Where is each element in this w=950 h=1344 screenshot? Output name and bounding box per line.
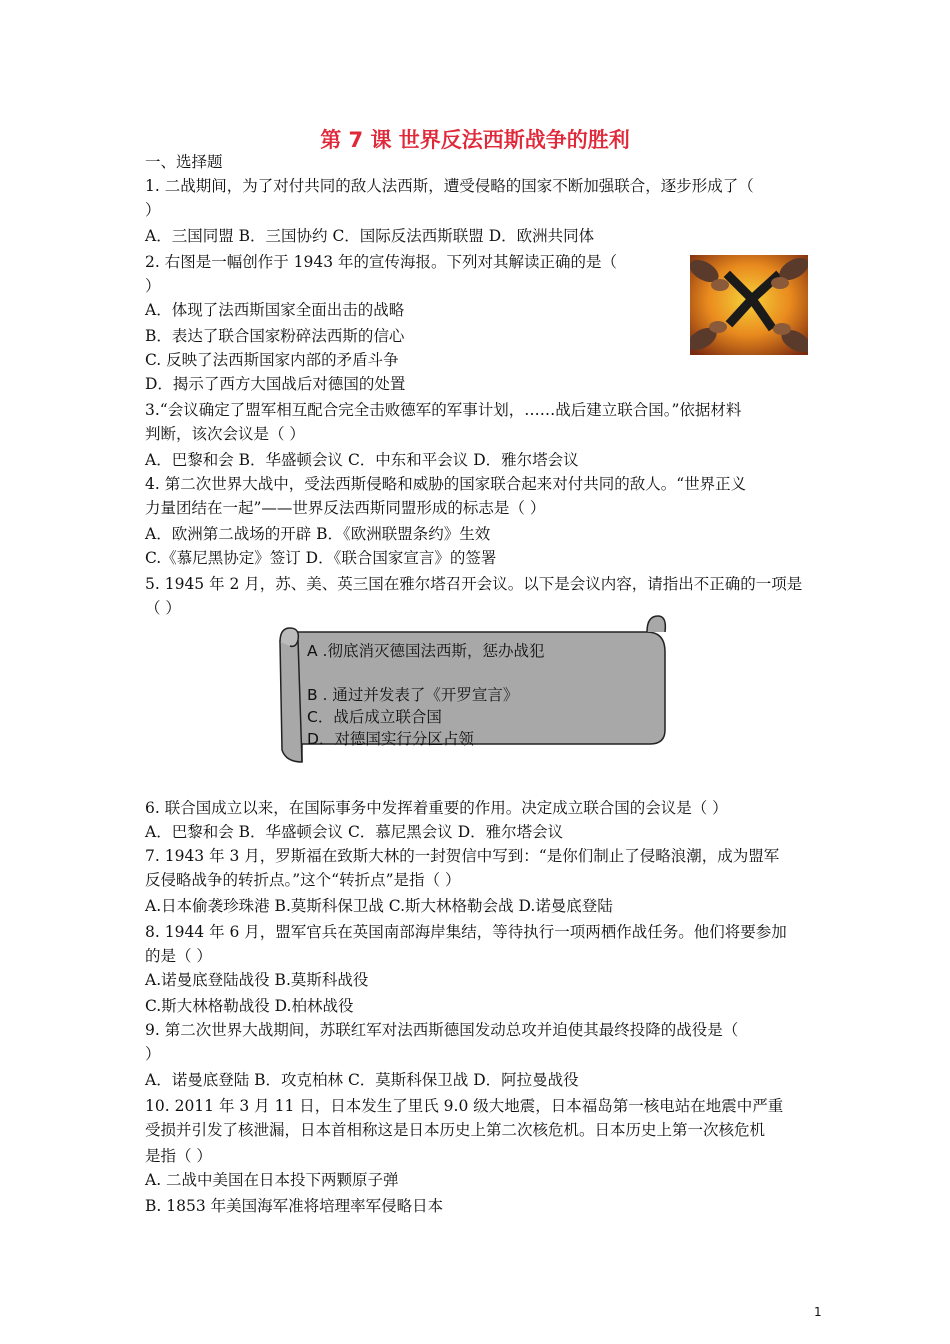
text-line: 9. 第二次世界大战期间，苏联红军对法西斯德国发动总攻并迫使其最终投降的战役是（: [145, 1021, 739, 1039]
text-line: 1. 二战期间，为了对付共同的敌人法西斯，遭受侵略的国家不断加强联合，逐步形成了（: [145, 177, 754, 195]
text-line: D．揭示了西方大国战后对德国的处置: [145, 375, 406, 393]
scroll-option: A .彻底消灭德国法西斯，惩办战犯: [307, 642, 545, 660]
text-line: ）: [145, 201, 161, 219]
propaganda-poster-image: [690, 255, 808, 355]
text-line: 10. 2011 年 3 月 11 日，日本发生了里氏 9.0 级大地震，日本福岛第一核电站在地震中严重: [145, 1097, 784, 1115]
text-line: ）: [145, 277, 161, 295]
text-line: A．巴黎和会 B．华盛顿会议 C．中东和平会议 D．雅尔塔会议: [145, 451, 579, 469]
lesson-title: 第 7 课 世界反法西斯战争的胜利: [320, 128, 630, 152]
scroll-option: D．对德国实行分区占领: [307, 730, 474, 748]
text-line: 2. 右图是一幅创作于 1943 年的宣传海报。下列对其解读正确的是（: [145, 253, 618, 271]
text-line: C.《慕尼黑协定》签订 D．《联合国家宣言》的签署: [145, 549, 497, 567]
scroll-option: C．战后成立联合国: [307, 708, 442, 726]
text-line: 3.“会议确定了盟军相互配合完全击败德军的军事计划，……战后建立联合国。”依据材料: [145, 401, 742, 419]
text-line: A．欧洲第二战场的开辟 B．《欧洲联盟条约》生效: [145, 525, 491, 543]
text-line: A．诺曼底登陆 B．攻克柏林 C．莫斯科保卫战 D．阿拉曼战役: [145, 1071, 579, 1089]
text-line: A. 二战中美国在日本投下两颗原子弹: [145, 1171, 399, 1189]
page-number: 1: [814, 1305, 822, 1319]
text-line: A.日本偷袭珍珠港 B.莫斯科保卫战 C.斯大林格勒会战 D.诺曼底登陆: [145, 897, 613, 915]
text-line: C.斯大林格勒战役 D.柏林战役: [145, 997, 354, 1015]
text-line: 4. 第二次世界大战中，受法西斯侵略和威胁的国家联合起来对付共同的敌人。“世界正义: [145, 475, 747, 493]
text-line: A．体现了法西斯国家全面出击的战略: [145, 301, 405, 319]
text-line: 7. 1943 年 3 月，罗斯福在致斯大林的一封贺信中写到：“是你们制止了侵略浪潮，成为盟军: [145, 847, 780, 865]
text-line: A.诺曼底登陆战役 B.莫斯科战役: [145, 971, 369, 989]
text-line: 8. 1944 年 6 月，盟军官兵在英国南部海岸集结，等待执行一项两栖作战任务。他们将要参加: [145, 923, 787, 941]
text-line: C. 反映了法西斯国家内部的矛盾斗争: [145, 351, 399, 369]
section-heading: 一、选择题: [145, 153, 223, 171]
text-line: A．三国同盟 B．三国协约 C．国际反法西斯联盟 D．欧洲共同体: [145, 227, 595, 245]
text-line: 6. 联合国成立以来，在国际事务中发挥着重要的作用。决定成立联合国的会议是（ ）: [145, 799, 728, 817]
text-line: B．表达了联合国家粉碎法西斯的信心: [145, 327, 405, 345]
scroll-option: B . 通过并发表了《开罗宣言》: [307, 686, 519, 704]
text-line: （ ）: [145, 599, 181, 617]
text-line: B. 1853 年美国海军准将培理率军侵略日本: [145, 1197, 444, 1215]
text-line: A．巴黎和会 B．华盛顿会议 C．慕尼黑会议 D．雅尔塔会议: [145, 823, 564, 841]
text-line: 判断，该次会议是（ ）: [145, 425, 305, 443]
text-line: ）: [145, 1045, 161, 1063]
text-line: 的是（ ）: [145, 947, 212, 965]
text-line: 反侵略战争的转折点。”这个“转折点”是指（ ）: [145, 871, 461, 889]
text-line: 是指（ ）: [145, 1147, 212, 1165]
text-line: 力量团结在一起”——世界反法西斯同盟形成的标志是（ ）: [145, 499, 546, 517]
text-line: 受损并引发了核泄漏，日本首相称这是日本历史上第二次核危机。日本历史上第一次核危机: [145, 1121, 766, 1139]
text-line: 5. 1945 年 2 月，苏、美、英三国在雅尔塔召开会议。以下是会议内容，请指出不正确的一项是: [145, 575, 803, 593]
